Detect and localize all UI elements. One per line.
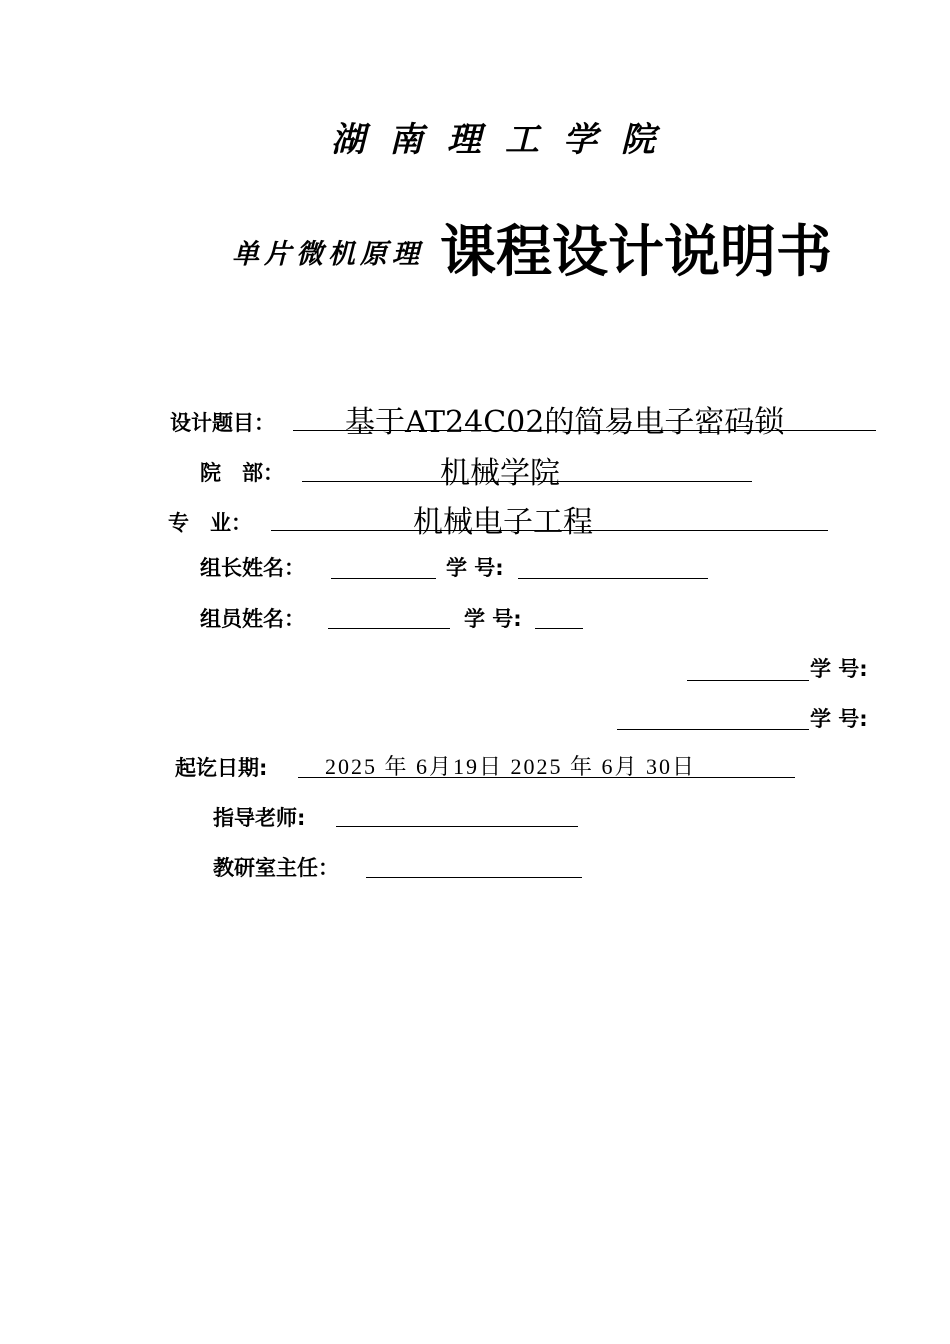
advisor-underline xyxy=(336,826,578,827)
topic-value: 基于AT24C02的简易电子密码锁 xyxy=(345,405,785,440)
course-name: 单片微机原理 xyxy=(232,239,424,270)
advisor-label: 指导老师: xyxy=(213,806,306,830)
member3-id-label: 学 号: xyxy=(810,707,868,731)
leader-name-label: 组长姓名： xyxy=(200,556,305,580)
leader-id-underline xyxy=(518,578,708,579)
major-label: 专 业： xyxy=(168,511,252,535)
date-range-label: 起讫日期: xyxy=(175,756,268,780)
member-id-underline xyxy=(535,628,583,629)
member2-id-label: 学 号: xyxy=(810,657,868,681)
director-label: 教研室主任： xyxy=(213,856,339,880)
leader-id-label: 学 号: xyxy=(446,556,504,580)
leader-name-underline xyxy=(331,578,436,579)
director-underline xyxy=(366,877,582,878)
school-name: 湖南理工学院 xyxy=(331,120,679,160)
member2-name-underline xyxy=(687,680,809,681)
major-value: 机械电子工程 xyxy=(413,505,593,540)
topic-label: 设计题目： xyxy=(170,411,275,435)
department-label: 院 部： xyxy=(200,461,284,485)
member-name-label: 组员姓名： xyxy=(200,607,305,631)
date-range-value: 2025 年 6月19日 2025 年 6月 30日 xyxy=(325,754,697,779)
department-value: 机械学院 xyxy=(440,456,560,491)
member3-name-underline xyxy=(617,729,809,730)
member-id-label: 学 号: xyxy=(464,607,522,631)
document-title: 课程设计说明书 xyxy=(440,219,832,285)
member-name-underline xyxy=(328,628,450,629)
